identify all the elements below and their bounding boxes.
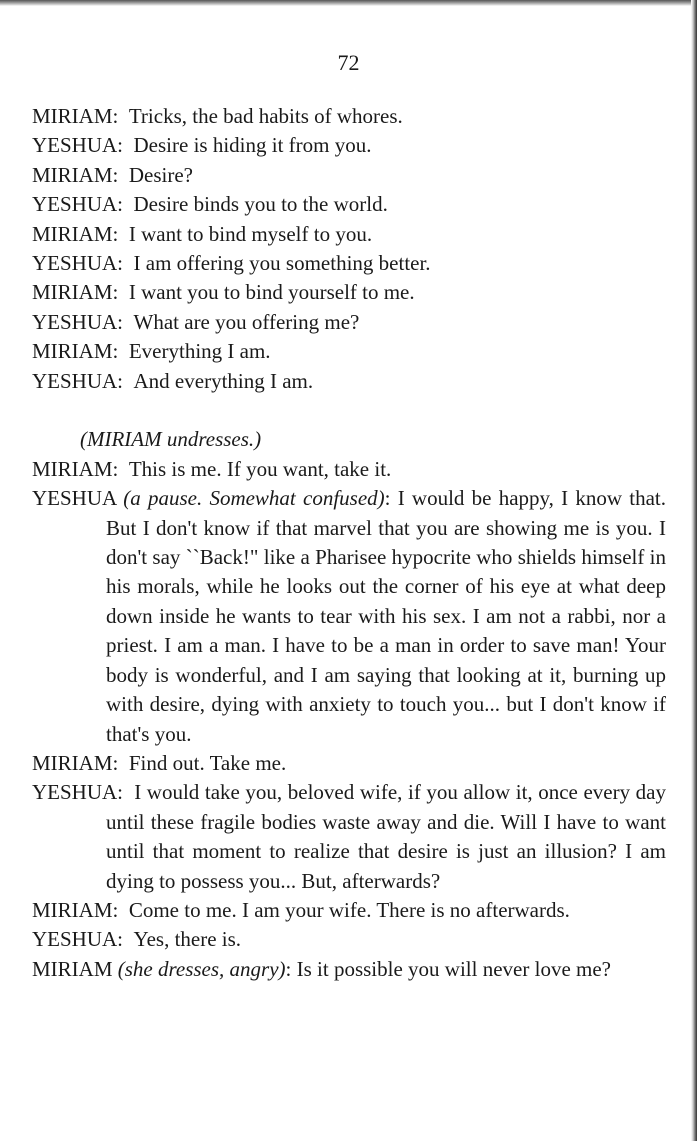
dialogue-entry [32,484,666,749]
speaker-name: YESHUA: [32,368,124,393]
dialogue-line [32,749,666,778]
speaker-name: MIRIAM: [32,897,119,922]
speaker-name: MIRIAM: [32,162,119,187]
speaker-name: YESHUA: [32,192,124,217]
dialogue-text: : Is it possible you will never love me? [285,956,611,981]
dialogue-text: Desire? [128,162,193,187]
speaker-name: YESHUA [32,486,117,511]
dialogue-text: What are you offering me? [133,309,360,334]
dialogue-text: Desire is hiding it from you. [133,133,372,158]
parenthetical-direction: (she dresses, angry) [117,956,286,981]
parenthetical-direction: (a pause. Somewhat confused) [123,486,385,511]
dialogue-text: I am offering you something better. [133,251,431,276]
scan-edge-top [0,0,697,6]
dialogue-line [32,249,666,278]
dialogue-text: Find out. Take me. [128,750,287,775]
page-number: 72 [337,50,360,75]
dialogue-text: Everything I am. [128,339,271,364]
speaker-name: MIRIAM: [32,104,119,128]
dialogue-text: : I would be happy, I know that. But I don't know if that marvel that you are showing me is you. I don't say ``Back!" like a Pharisee hypocrite who shields himself in his morals, while he looks out the corner of his eye at what deep down inside he wants to tear with his sex. I am not a rabbi, nor a priest. I am a man. I have to be a man in order to save man! Your body is wonderful, and I am saying that looking at it, burning up with desire, dying with anxiety to touch you... but I don't know if that's you. [106,486,666,746]
dialogue-text: I want to bind myself to you. [128,221,373,246]
dialogue-text: I would take you, beloved wife, if you allow it, once every day until these fragile bodies waste away and die. Will I have to want until that moment to realize that desire is just an illusion? I am dying to possess you... But, afterwards? [106,780,667,893]
dialogue-text: Desire binds you to the world. [133,192,388,217]
dialogue-line [32,131,666,160]
stage-direction: (MIRIAM undresses.) [80,427,262,452]
dialogue-text: I want you to bind yourself to me. [128,280,415,305]
speaker-name: YESHUA: [32,251,124,276]
speaker-name: MIRIAM: [32,221,119,246]
dialogue-entry [32,778,666,896]
speaker-name: MIRIAM: [32,339,119,364]
dialogue-line [32,220,666,249]
dialogue-line [32,190,666,219]
speaker-name: MIRIAM: [32,750,119,775]
scan-edge-right [691,0,697,1141]
speaker-name: MIRIAM: [32,280,119,305]
dialogue-line [32,308,666,337]
dialogue-line [32,102,666,131]
dialogue-line [32,925,666,954]
dialogue-text: This is me. If you want, take it. [128,456,392,481]
speaker-name: YESHUA: [32,780,124,805]
speaker-name: MIRIAM [32,956,113,981]
dialogue-text: And everything I am. [133,368,314,393]
dialogue-line [32,367,666,396]
dialogue-line [32,337,666,366]
play-text [32,102,666,984]
dialogue-text: Tricks, the bad habits of whores. [128,104,403,128]
speaker-name: YESHUA: [32,927,124,952]
dialogue-line [32,455,666,484]
speaker-name: YESHUA: [32,133,124,158]
dialogue-line [32,161,666,190]
dialogue-text: Yes, there is. [133,927,242,952]
speaker-name: MIRIAM: [32,456,119,481]
dialogue-entry [32,955,666,984]
dialogue-line [32,896,666,925]
dialogue-text: Come to me. I am your wife. There is no afterwards. [128,897,570,922]
speaker-name: YESHUA: [32,309,124,334]
blank-line [32,396,666,425]
dialogue-line [32,278,666,307]
